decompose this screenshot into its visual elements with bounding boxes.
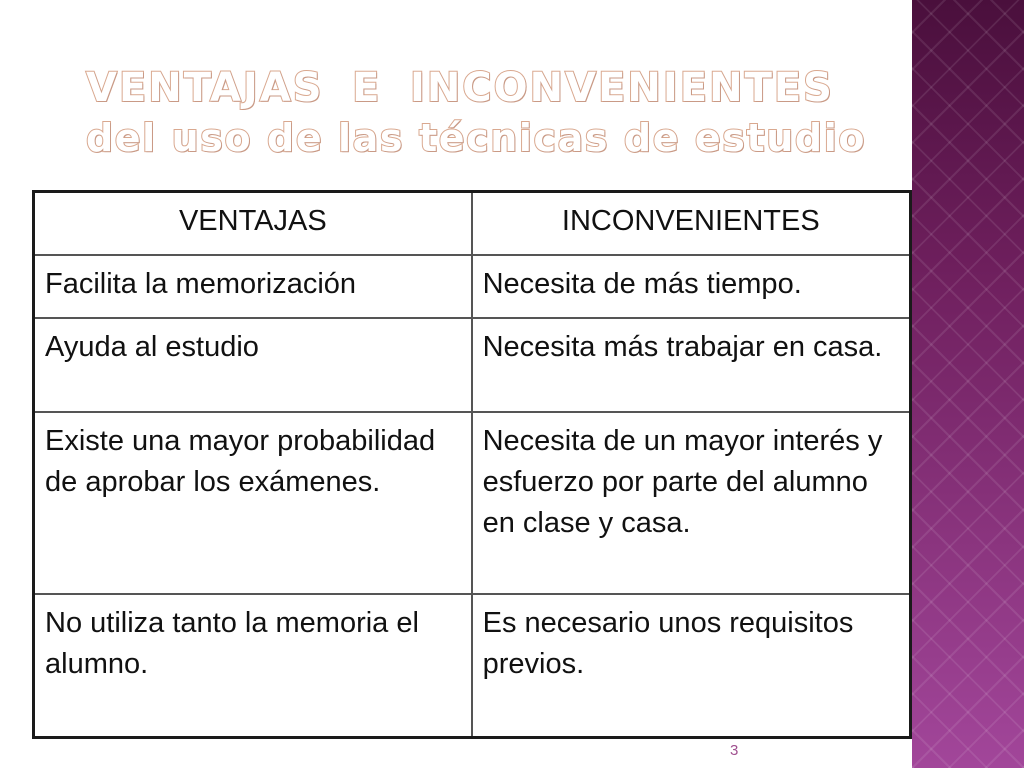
decorative-side-band (912, 0, 1024, 768)
title-word-inconvenientes: INCONVENIENTES (409, 65, 834, 111)
page-number: 3 (730, 742, 739, 759)
slide-title (86, 62, 906, 162)
table-row (34, 318, 911, 412)
title-word-e: E (352, 65, 382, 111)
cell-inconveniente: Necesita más trabajar en casa. (472, 318, 911, 412)
table-header-row (34, 192, 911, 256)
table-row (34, 412, 911, 594)
cell-ventaja: Ayuda al estudio (34, 318, 472, 412)
title-line-2: del uso de las técnicas de estudio (86, 116, 867, 160)
cell-ventaja: Facilita la memorización (34, 255, 472, 318)
cell-inconveniente: Necesita de más tiempo. (472, 255, 911, 318)
title-line-1 (86, 62, 834, 114)
cell-inconveniente: Es necesario unos requisitos previos. (472, 594, 911, 738)
title-word-ventajas: VENTAJAS (86, 65, 324, 111)
table-row (34, 594, 911, 738)
table-row (34, 255, 911, 318)
cell-ventaja: Existe una mayor probabilidad de aprobar los exámenes. (34, 412, 472, 594)
header-inconvenientes: INCONVENIENTES (472, 192, 911, 256)
cell-ventaja: No utiliza tanto la memoria el alumno. (34, 594, 472, 738)
header-ventajas: VENTAJAS (34, 192, 472, 256)
comparison-table (32, 190, 912, 739)
cell-inconveniente: Necesita de un mayor interés y esfuerzo por parte del alumno en clase y casa. (472, 412, 911, 594)
